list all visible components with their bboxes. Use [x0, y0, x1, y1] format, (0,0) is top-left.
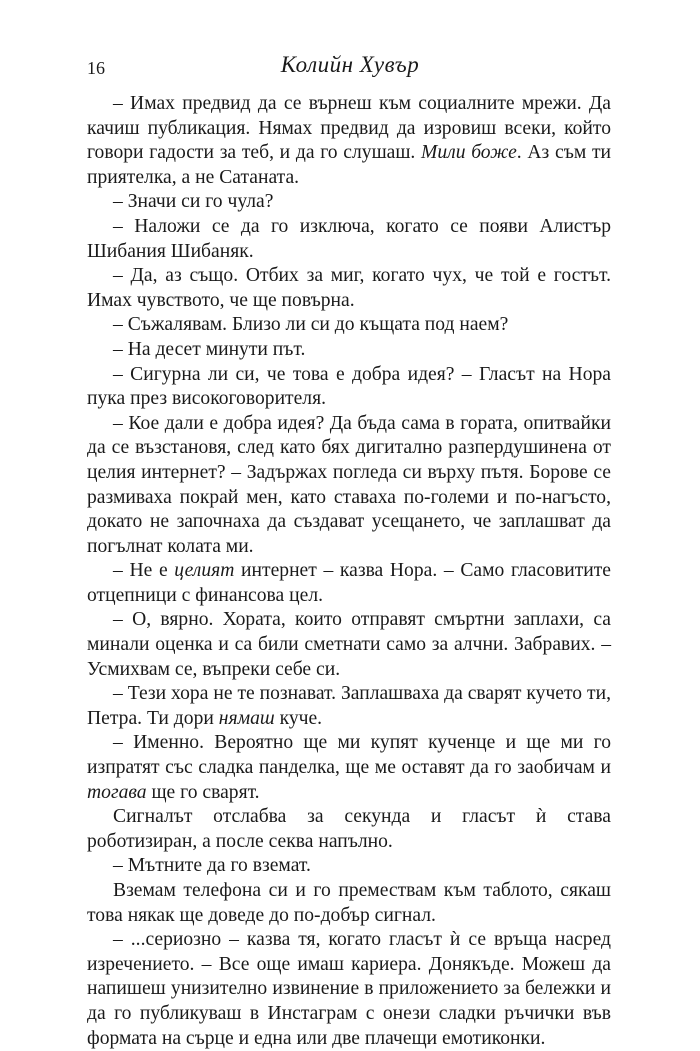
paragraph: – На десет минути път.	[113, 338, 306, 360]
paragraph: – Именно. Вероятно ще ми купят кученце и ще ми го изпратят със сладка панделка, ще ме оставят да го заобичам и тогава ще го сварят.	[87, 732, 611, 803]
paragraph: – ...сериозно – казва тя, когато гласът ѝ се връща насред изречението. – Все още имаш кариера. Донякъде. Можеш да напишеш унизително извинение в приложението за бележки и да го публикуваш в Инстаграм с онези сладки ръчички във формата на сърце и една или две плачещи емотиконки.	[87, 929, 611, 1049]
page-number: 16	[87, 58, 105, 78]
paragraph: – Наложи се да го изключа, когато се появи Алистър Шибания Шибаняк.	[87, 215, 611, 262]
paragraph: – Съжалявам. Близо ли си до къщата под наем?	[113, 314, 509, 336]
paragraph: – Тези хора не те познават. Заплашваха да сварят кучето ти, Петра. Ти дори нямаш куче.	[87, 683, 611, 729]
paragraph: – Мътните да го вземат.	[113, 855, 311, 877]
paragraph: – Значи си го чула?	[113, 191, 274, 213]
paragraph: – Сигурна ли си, че това е добра идея? – Гласът на Нора пука през високоговорителя.	[87, 363, 611, 410]
paragraph: – Да, аз също. Отбих за миг, когато чух, че той е гостът. Имах чувството, че ще повърна.	[87, 265, 611, 311]
paragraph: – Имах предвид да се върнеш към социалните мрежи. Да качиш публикация. Нямах предвид да изровиш всеки, който говори гадости за теб, и да го слушаш. Мили боже. Аз съм ти приятелка, а не Сатаната.	[87, 93, 611, 188]
paragraph: – Не е целият интернет – казва Нора. – Само гласовитите отцепници с финансова цел.	[87, 560, 611, 606]
paragraph: Сигналът отслабва за секунда и гласът ѝ става роботизиран, а после секва напълно.	[87, 806, 611, 852]
paragraph: Вземам телефона си и го премествам към таблото, сякаш това някак ще доведе до по-добър сигнал.	[87, 880, 611, 926]
body-text	[87, 92, 611, 1051]
paragraph: – Кое дали е добра идея? Да бъда сама в гората, опитвайки да се възстановя, след като бях дигитално разпердушинена от целия интернет? – Задържах погледа си върху пътя. Борове се размиваха покрай мен, като ставаха по-големи и по-нагъсто, докато не започнаха да създават усещането, че заплашват да погълнат колата ми.	[87, 412, 611, 557]
paragraph: – О, вярно. Хората, които отправят смъртни заплахи, са минали оценка и са били сметнати само за алчни. Забравих. – Усмихвам се, въпреки себе си.	[87, 609, 611, 680]
running-head-author: Колийн Хувър	[280, 52, 420, 77]
